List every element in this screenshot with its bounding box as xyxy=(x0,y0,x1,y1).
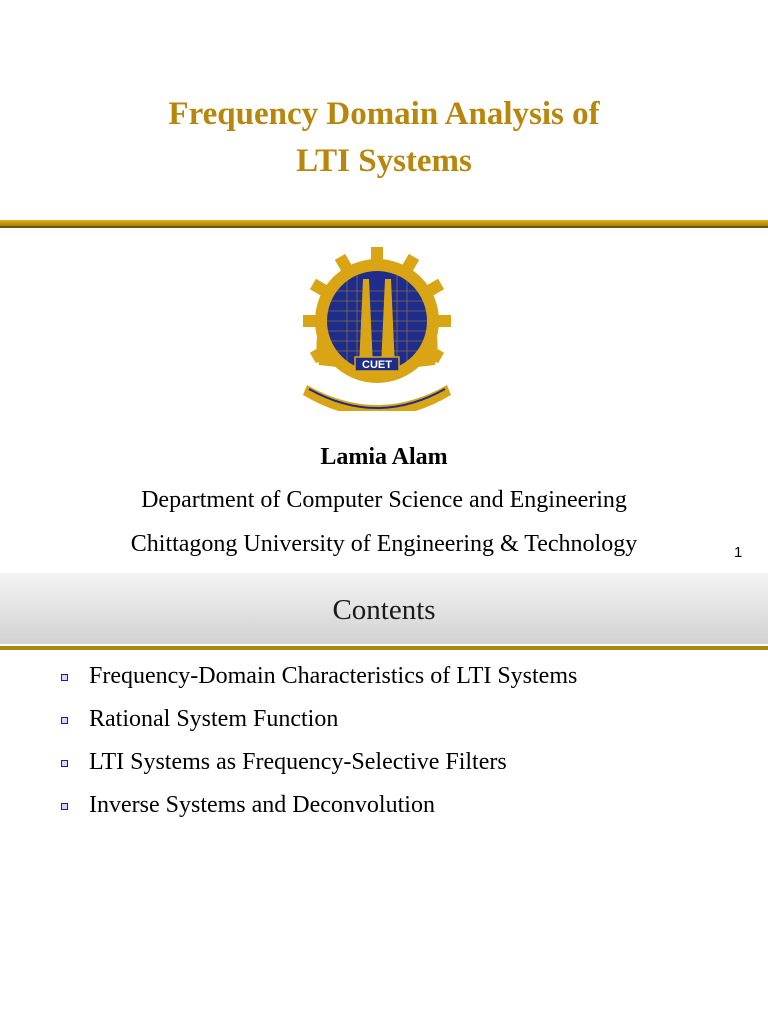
list-item-label: Rational System Function xyxy=(89,706,339,732)
checkbox-bullet-icon xyxy=(61,760,68,767)
department-line: Department of Computer Science and Engineering xyxy=(141,487,627,513)
cuet-emblem-icon xyxy=(299,245,455,411)
author-name: Lamia Alam xyxy=(320,444,448,470)
checkbox-bullet-icon xyxy=(61,674,68,681)
contents-slide xyxy=(0,573,768,1024)
slide-title-line-2: LTI Systems xyxy=(296,143,472,179)
title-divider-shadow xyxy=(0,226,768,228)
list-item xyxy=(0,787,768,830)
slide-title-line-1: Frequency Domain Analysis of xyxy=(168,96,600,132)
emblem-label: CUET xyxy=(362,359,392,371)
list-item-label: LTI Systems as Frequency-Selective Filters xyxy=(89,749,507,775)
university-line: Chittagong University of Engineering & Technology xyxy=(130,531,638,557)
checkbox-bullet-icon xyxy=(61,717,68,724)
checkbox-bullet-icon xyxy=(61,803,68,810)
list-item xyxy=(0,658,768,701)
page-number: 1 xyxy=(734,544,743,561)
contents-list xyxy=(0,658,768,830)
contents-banner xyxy=(0,573,768,644)
contents-heading: Contents xyxy=(332,594,436,626)
list-item-label: Frequency-Domain Characteristics of LTI Systems xyxy=(89,663,578,689)
list-item-label: Inverse Systems and Deconvolution xyxy=(89,792,435,818)
contents-divider xyxy=(0,646,768,650)
list-item xyxy=(0,744,768,787)
list-item xyxy=(0,701,768,744)
